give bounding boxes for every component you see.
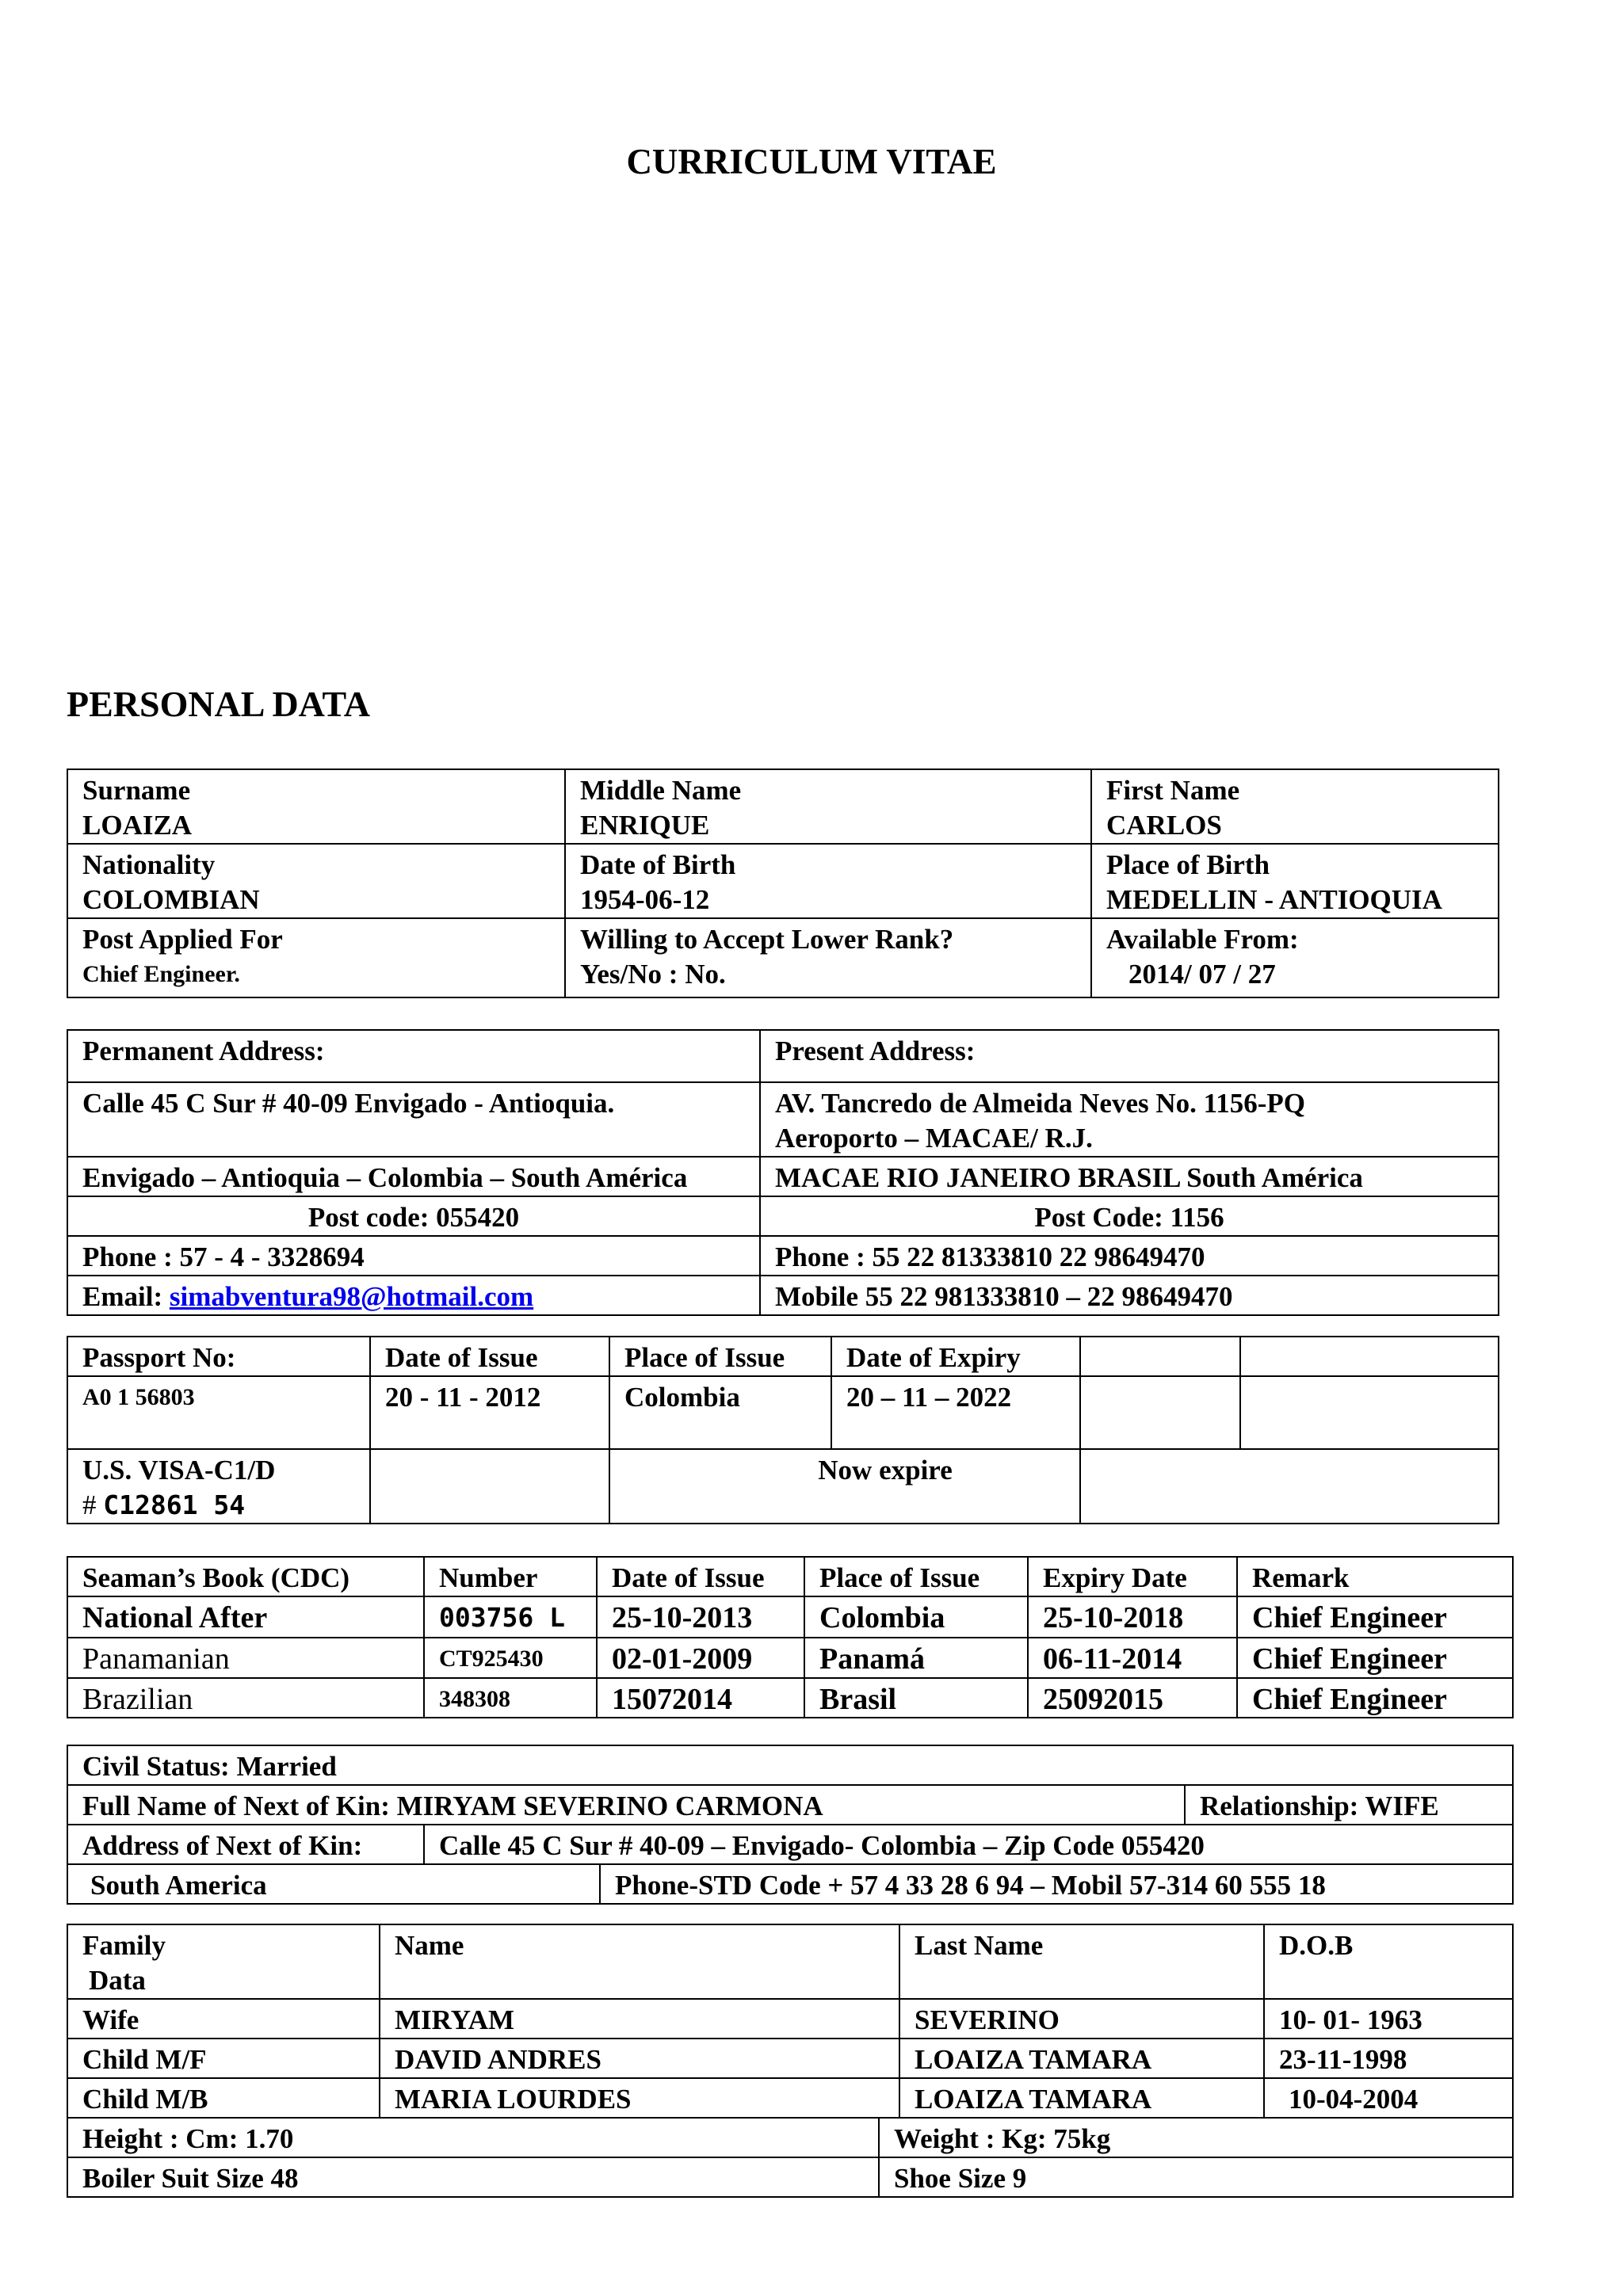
- pob-label: Place of Birth: [1106, 849, 1270, 880]
- family-relation: Wife: [67, 1999, 380, 2039]
- passport-issue-value: 20 - 11 - 2012: [370, 1376, 609, 1449]
- first-name-label: First Name: [1106, 775, 1240, 806]
- family-table: [67, 1924, 1514, 2198]
- email-label: Email:: [82, 1281, 170, 1312]
- mobile-phone: Mobile 55 22 981333810 – 22 98649470: [760, 1276, 1499, 1315]
- family-last-name: LOAIZA TAMARA: [899, 2078, 1264, 2118]
- table-row: [67, 1999, 1513, 2039]
- seaman-remark: Chief Engineer: [1237, 1596, 1513, 1638]
- empty-cell: [1080, 1449, 1499, 1524]
- family-last-name: LOAIZA TAMARA: [899, 2039, 1264, 2078]
- height-cell: Height : Cm: 1.70: [67, 2118, 879, 2157]
- dob-label: Date of Birth: [580, 849, 736, 880]
- family-header-dob: D.O.B: [1264, 1924, 1513, 1999]
- middle-name-label: Middle Name: [580, 775, 742, 806]
- family-name: MARIA LOURDES: [380, 2078, 899, 2118]
- middle-name-cell: [565, 769, 1091, 844]
- seaman-issue: 02-01-2009: [597, 1638, 804, 1678]
- present-address-line1: AV. Tancredo de Almeida Neves No. 1156-PQ: [775, 1088, 1305, 1119]
- available-label: Available From:: [1106, 924, 1299, 955]
- empty-cell: [1080, 1376, 1240, 1449]
- empty-cell: [1240, 1376, 1499, 1449]
- permanent-address-line1: Calle 45 C Sur # 40-09 Envigado - Antioquia.: [67, 1082, 760, 1157]
- present-address-label: Present Address:: [760, 1030, 1499, 1082]
- permanent-phone: Phone : 57 - 4 - 3328694: [67, 1236, 760, 1276]
- family-header-name: Name: [380, 1924, 899, 1999]
- permanent-post-code: Post code: 055420: [67, 1196, 760, 1236]
- seaman-header-remark: Remark: [1237, 1557, 1513, 1596]
- empty-cell: [1240, 1337, 1499, 1376]
- seaman-header-number: Number: [424, 1557, 597, 1596]
- boiler-suit-size: Boiler Suit Size 48: [67, 2157, 879, 2197]
- present-address-lines: [760, 1082, 1499, 1157]
- surname-cell: [67, 769, 565, 844]
- surname-value: LOAIZA: [82, 810, 193, 841]
- next-of-kin-address: Calle 45 C Sur # 40-09 – Envigado- Colombia – Zip Code 055420: [424, 1825, 1513, 1864]
- seaman-header-book: Seaman’s Book (CDC): [67, 1557, 424, 1596]
- address-table: [67, 1029, 1499, 1316]
- seaman-number: CT925430: [424, 1638, 597, 1678]
- visa-hash: #: [82, 1489, 97, 1520]
- passport-place-value: Colombia: [609, 1376, 831, 1449]
- passport-issue-label: Date of Issue: [370, 1337, 609, 1376]
- seaman-expiry: 25092015: [1028, 1678, 1237, 1718]
- pob-cell: [1091, 844, 1499, 918]
- seaman-expiry: 06-11-2014: [1028, 1638, 1237, 1678]
- permanent-address-label: Permanent Address:: [67, 1030, 760, 1082]
- visa-cell: [67, 1449, 370, 1524]
- present-address-line3: MACAE RIO JANEIRO BRASIL South América: [760, 1157, 1499, 1196]
- family-relation: Child M/F: [67, 2039, 380, 2078]
- table-row: [67, 1638, 1513, 1678]
- family-header-family: Family: [82, 1930, 166, 1961]
- visa-status: Now expire: [609, 1449, 1080, 1524]
- next-of-kin-address-label: Address of Next of Kin:: [67, 1825, 424, 1864]
- family-dob: 10-04-2004: [1264, 2078, 1513, 2118]
- nationality-value: COLOMBIAN: [82, 884, 260, 915]
- middle-name-value: ENRIQUE: [580, 810, 710, 841]
- lower-rank-value: Yes/No : No.: [580, 959, 726, 990]
- seaman-remark: Chief Engineer: [1237, 1638, 1513, 1678]
- section-title: PERSONAL DATA: [67, 684, 370, 724]
- next-of-kin-table: [67, 1745, 1514, 1905]
- family-dob: 10- 01- 1963: [1264, 1999, 1513, 2039]
- passport-place-label: Place of Issue: [609, 1337, 831, 1376]
- family-relation: Child M/B: [67, 2078, 380, 2118]
- lower-rank-cell: [565, 918, 1091, 997]
- passport-expiry-label: Date of Expiry: [831, 1337, 1080, 1376]
- seaman-book-table: [67, 1556, 1514, 1718]
- family-name: MIRYAM: [380, 1999, 899, 2039]
- seaman-issue: 15072014: [597, 1678, 804, 1718]
- seaman-place: Panamá: [804, 1638, 1028, 1678]
- seaman-number: 003756 L: [424, 1596, 597, 1638]
- civil-status: Civil Status: Married: [67, 1745, 1513, 1785]
- first-name-cell: [1091, 769, 1499, 844]
- present-address-line2: Aeroporto – MACAE/ R.J.: [775, 1123, 1093, 1154]
- family-name: DAVID ANDRES: [380, 2039, 899, 2078]
- email-link[interactable]: simabventura98@hotmail.com: [169, 1281, 534, 1312]
- nationality-label: Nationality: [82, 849, 216, 880]
- first-name-value: CARLOS: [1106, 810, 1222, 841]
- seaman-type: Brazilian: [67, 1678, 424, 1718]
- pob-value: MEDELLIN - ANTIOQUIA: [1106, 884, 1442, 915]
- seaman-header-expiry: Expiry Date: [1028, 1557, 1237, 1596]
- dob-cell: [565, 844, 1091, 918]
- next-of-kin-region: South America: [67, 1864, 600, 1904]
- available-value: 2014/ 07 / 27: [1128, 959, 1276, 990]
- seaman-place: Brasil: [804, 1678, 1028, 1718]
- email-cell: [67, 1276, 760, 1315]
- family-header: [67, 1924, 380, 1999]
- table-row: [67, 2039, 1513, 2078]
- present-phone: Phone : 55 22 81333810 22 98649470: [760, 1236, 1499, 1276]
- seaman-header-place: Place of Issue: [804, 1557, 1028, 1596]
- family-last-name: SEVERINO: [899, 1999, 1264, 2039]
- next-of-kin-name: Full Name of Next of Kin: MIRYAM SEVERINO CARMONA: [67, 1785, 1185, 1825]
- family-header-data: Data: [89, 1965, 146, 1996]
- present-post-code: Post Code: 1156: [760, 1196, 1499, 1236]
- next-of-kin-relationship: Relationship: WIFE: [1185, 1785, 1513, 1825]
- seaman-header-issue: Date of Issue: [597, 1557, 804, 1596]
- permanent-address-line2: Envigado – Antioquia – Colombia – South América: [67, 1157, 760, 1196]
- empty-cell: [370, 1449, 609, 1524]
- weight-cell: Weight : Kg: 75kg: [879, 2118, 1513, 2157]
- empty-cell: [1080, 1337, 1240, 1376]
- passport-no-label: Passport No:: [67, 1337, 370, 1376]
- passport-no-value: A0 1 56803: [67, 1376, 370, 1449]
- post-label: Post Applied For: [82, 924, 283, 955]
- document-title: CURRICULUM VITAE: [626, 142, 997, 181]
- table-row: [67, 1596, 1513, 1638]
- family-dob: 23-11-1998: [1264, 2039, 1513, 2078]
- nationality-cell: [67, 844, 565, 918]
- post-value: Chief Engineer.: [82, 961, 240, 987]
- seaman-type: National After: [67, 1596, 424, 1638]
- visa-number: C12861 54: [103, 1489, 246, 1520]
- shoe-size: Shoe Size 9: [879, 2157, 1513, 2197]
- personal-table: [67, 769, 1499, 998]
- table-row: [67, 2078, 1513, 2118]
- family-header-last-name: Last Name: [899, 1924, 1264, 1999]
- table-row: [67, 1678, 1513, 1718]
- seaman-remark: Chief Engineer: [1237, 1678, 1513, 1718]
- lower-rank-label: Willing to Accept Lower Rank?: [580, 924, 954, 955]
- dob-value: 1954-06-12: [580, 884, 710, 915]
- available-cell: [1091, 918, 1499, 997]
- post-cell: [67, 918, 565, 997]
- visa-label: U.S. VISA-C1/D: [82, 1455, 276, 1486]
- seaman-issue: 25-10-2013: [597, 1596, 804, 1638]
- passport-table: [67, 1336, 1499, 1524]
- seaman-expiry: 25-10-2018: [1028, 1596, 1237, 1638]
- next-of-kin-phone: Phone-STD Code + 57 4 33 28 6 94 – Mobil 57-314 60 555 18: [600, 1864, 1513, 1904]
- surname-label: Surname: [82, 775, 191, 806]
- seaman-place: Colombia: [804, 1596, 1028, 1638]
- seaman-type: Panamanian: [67, 1638, 424, 1678]
- passport-expiry-value: 20 – 11 – 2022: [831, 1376, 1080, 1449]
- seaman-number: 348308: [424, 1678, 597, 1718]
